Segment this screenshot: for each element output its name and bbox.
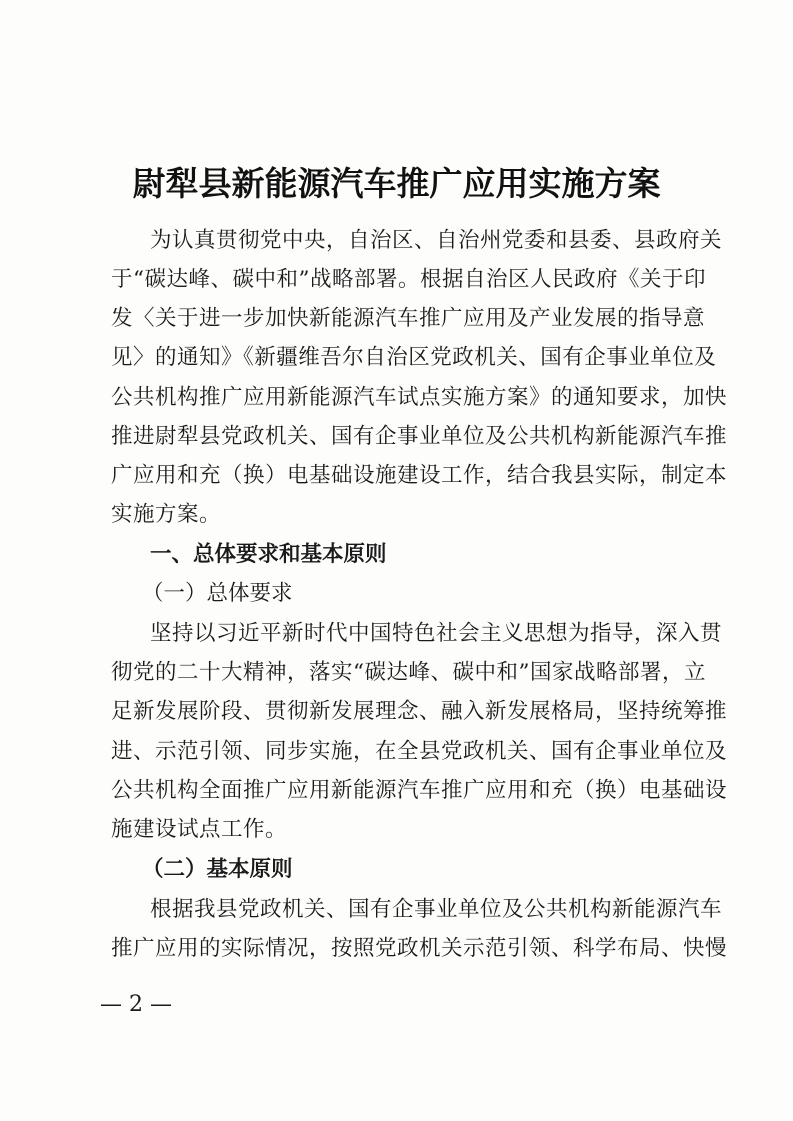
- paragraph-line: 坚持以习近平新时代中国特色社会主义思想为指导，深入贯: [150, 621, 723, 646]
- paragraph-line: 公共机构推广应用新能源汽车试点实施方案》的通知要求，加快: [111, 385, 728, 410]
- subsection-heading: （二）基本原则: [142, 857, 293, 882]
- subsection-heading: （一）总体要求: [142, 581, 293, 606]
- section-heading: 一、总体要求和基本原则: [150, 542, 387, 567]
- paragraph-line: 见〉的通知》《新疆维吾尔自治区党政机关、国有企事业单位及: [111, 345, 717, 370]
- paragraph-line: 为认真贯彻党中央，自治区、自治州党委和县委、县政府关: [150, 228, 723, 253]
- paragraph-line: 推进尉犁县党政机关、国有企事业单位及公共机构新能源汽车推: [111, 424, 728, 449]
- paragraph-line: 实施方案。: [111, 502, 222, 527]
- page-number: — 2 —: [100, 992, 172, 1017]
- paragraph-line: 彻党的二十大精神，落实“碳达峰、碳中和”国家战略部署，立: [111, 660, 706, 685]
- paragraph-line: 施建设试点工作。: [111, 817, 288, 842]
- paragraph-line: 进、示范引领、同步实施，在全县党政机关、国有企事业单位及: [111, 739, 728, 764]
- paragraph-line: 公共机构全面推广应用新能源汽车推广应用和充（换）电基础设: [111, 778, 728, 803]
- document-title: 尉犁县新能源汽车推广应用实施方案: [132, 164, 661, 203]
- paragraph-line: 于“碳达峰、碳中和”战略部署。根据自治区人民政府《关于印: [111, 267, 706, 292]
- paragraph-line: 推广应用的实际情况，按照党政机关示范引领、科学布局、快慢: [111, 936, 728, 961]
- paragraph-line: 发〈关于进一步加快新能源汽车推广应用及产业发展的指导意: [111, 306, 706, 331]
- paragraph-line: 足新发展阶段、贯彻新发展理念、融入新发展格局，坚持统筹推: [111, 699, 728, 724]
- paragraph-line: 根据我县党政机关、国有企事业单位及公共机构新能源汽车: [150, 897, 723, 922]
- paragraph-line: 广应用和充（换）电基础设施建设工作，结合我县实际，制定本: [111, 463, 728, 488]
